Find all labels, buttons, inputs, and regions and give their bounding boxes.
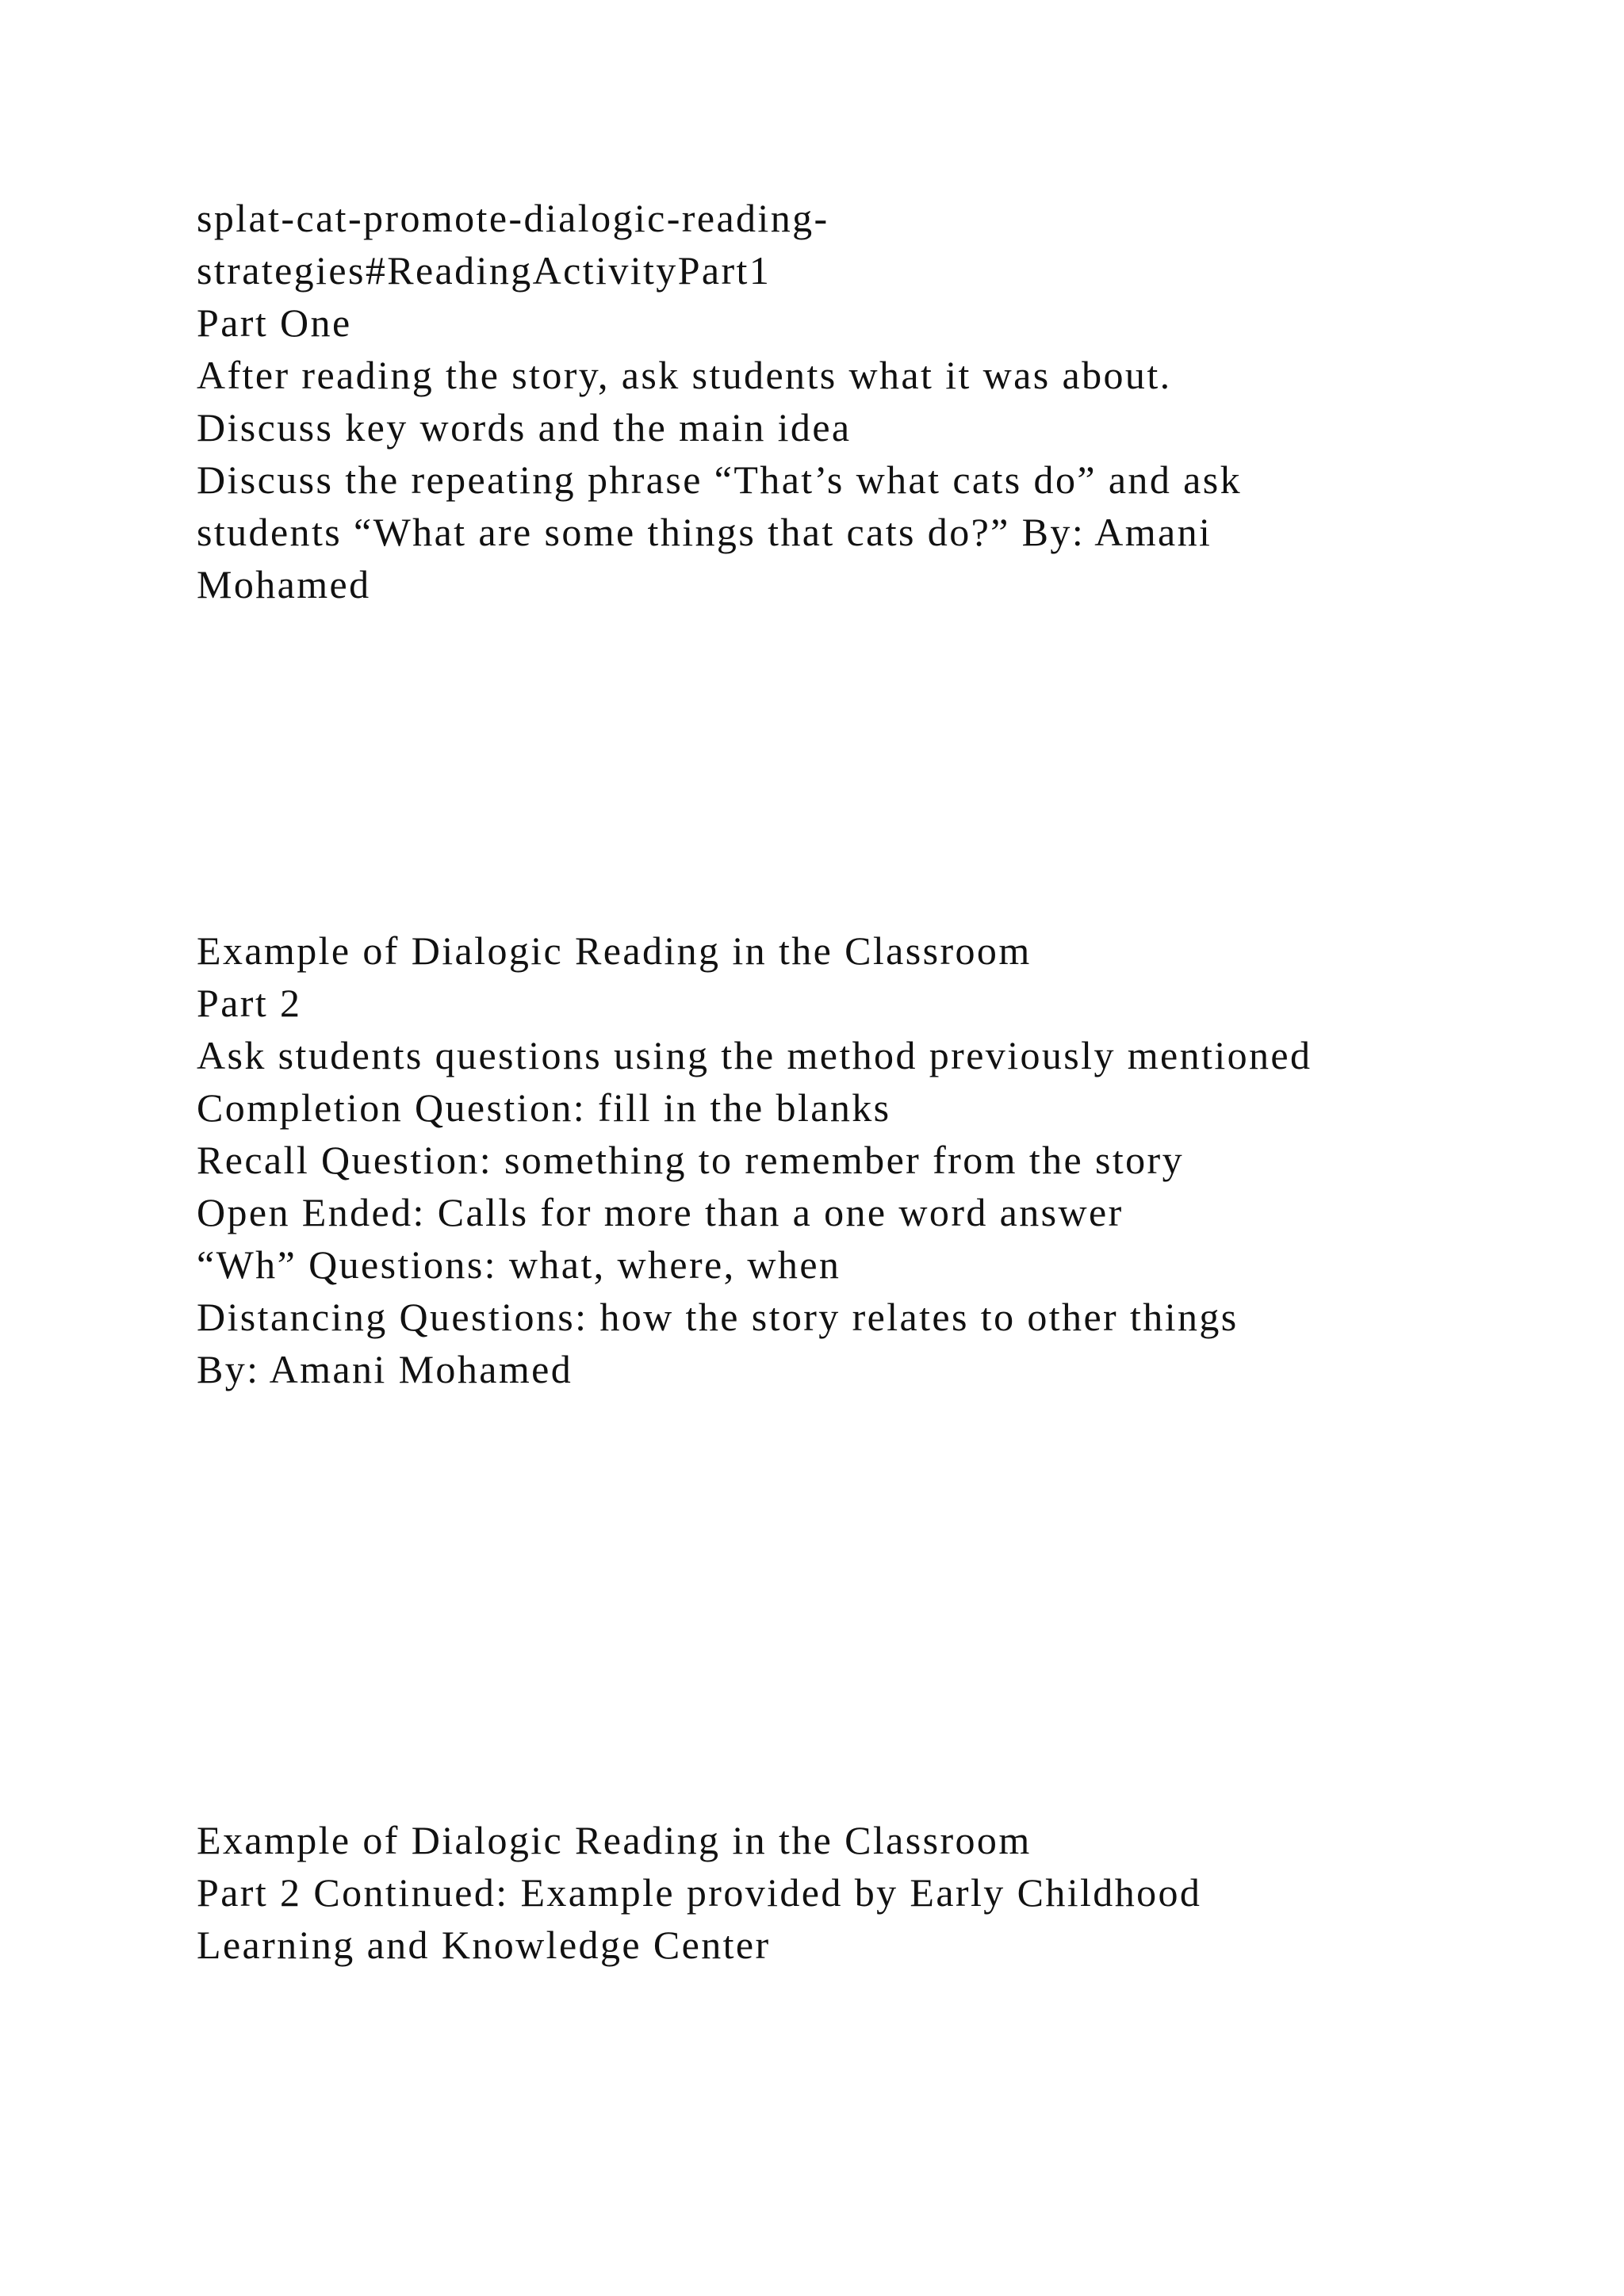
body-line: Mohamed	[197, 562, 371, 607]
section-heading: Example of Dialogic Reading in the Classroom	[197, 1818, 1032, 1862]
part-one-heading: Part One	[197, 300, 352, 345]
body-line: Part 2 Continued: Example provided by Early Childhood	[197, 1870, 1202, 1915]
body-line: Distancing Questions: how the story relates to other things	[197, 1295, 1239, 1339]
body-line: After reading the story, ask students what it was about.	[197, 353, 1172, 397]
body-line: Discuss key words and the main idea	[197, 405, 852, 450]
body-line: Learning and Knowledge Center	[197, 1923, 771, 1967]
body-line: Ask students questions using the method previously mentioned	[197, 1033, 1312, 1077]
body-line: Discuss the repeating phrase “That’s what cats do” and ask	[197, 457, 1242, 502]
body-line: Completion Question: fill in the blanks	[197, 1085, 891, 1130]
url-fragment-line-1: splat-cat-promote-dialogic-reading-	[197, 196, 829, 240]
url-fragment-line-2: strategies#ReadingActivityPart1	[197, 248, 772, 293]
body-line: Open Ended: Calls for more than a one word answer	[197, 1190, 1124, 1234]
body-line: “Wh” Questions: what, where, when	[197, 1242, 841, 1287]
body-line: students “What are some things that cats do?” By: Amani	[197, 510, 1212, 554]
byline: By: Amani Mohamed	[197, 1347, 573, 1391]
part-two-heading: Part 2	[197, 981, 302, 1025]
body-line: Recall Question: something to remember from the story	[197, 1138, 1184, 1182]
section-heading: Example of Dialogic Reading in the Classroom	[197, 928, 1032, 973]
